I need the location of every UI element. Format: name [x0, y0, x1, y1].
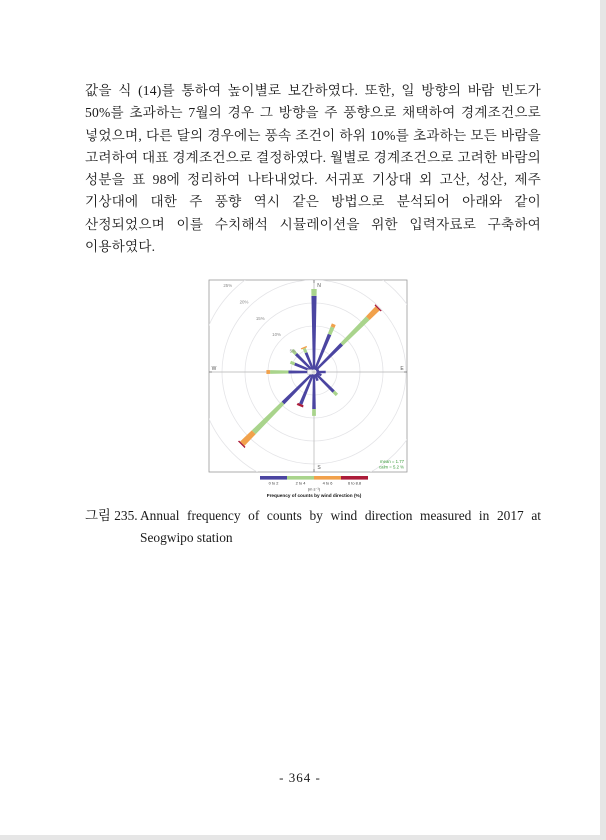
legend-units: (m s⁻¹) [307, 486, 321, 492]
svg-text:20%: 20% [239, 299, 249, 305]
windrose-chart [202, 276, 408, 504]
legend-label: 4 to 6 [322, 480, 333, 486]
svg-text:10%: 10% [272, 332, 281, 338]
legend-label: 6 to 8.8 [348, 480, 361, 486]
svg-text:calm = 5.2 %: calm = 5.2 % [379, 464, 404, 470]
svg-text:N: N [317, 283, 321, 289]
legend-swatch [287, 476, 314, 480]
svg-text:W: W [211, 366, 217, 372]
paragraph-line: 산정되었으며 이를 수치해석 시뮬레이션을 위한 입력자료로 구축하여 [85, 216, 541, 232]
figure-caption [85, 505, 541, 549]
paragraph-line: 기상대에 대한 주 풍향 역시 같은 방법으로 분석되어 아래와 같이 [85, 194, 541, 210]
svg-text:S: S [317, 465, 321, 471]
wind-bar-segment [311, 289, 316, 296]
svg-text:mean = 1.77: mean = 1.77 [379, 459, 404, 464]
calm-center-marker [308, 370, 313, 375]
legend-label: 2 to 4 [295, 480, 306, 486]
paragraph-line: 성분을 표 98에 정리하여 나타내었다. 서귀포 기상대 외 고산, 성산, 제주 [85, 172, 541, 188]
legend-swatch [341, 476, 368, 480]
svg-text:E: E [400, 366, 404, 372]
wind-bar-segment [270, 370, 288, 374]
legend-swatch [260, 476, 287, 480]
paragraph-line: 고려하여 대표 경계조건으로 결정하였다. 월별로 경계조건으로 고려한 바람의 [85, 149, 541, 165]
chart-title: Frequency of counts by wind direction (%) [266, 493, 362, 498]
chart-legend [260, 476, 368, 498]
svg-text:5%: 5% [289, 348, 296, 354]
legend-swatch [314, 476, 341, 480]
stats-annotation [379, 459, 405, 470]
paragraph-line: 값을 식 (14)를 통하여 높이별로 보간하였다. 또한, 일 방향의 바람 빈도가 [85, 83, 541, 98]
windrose-figure [202, 276, 408, 504]
wind-bar-segment [312, 409, 316, 416]
wind-bar-segment [266, 370, 270, 374]
figure-caption-label: 그림 235. [85, 508, 138, 523]
page-number: - 364 - [279, 770, 321, 785]
svg-text:15%: 15% [255, 315, 265, 321]
legend-label: 0 to 2 [268, 480, 279, 486]
paragraph-line: 50%를 초과하는 7월의 경우 그 방향을 주 풍향으로 채택하여 경계조건으로 [85, 105, 541, 121]
paragraph-line: 이용하였다. [85, 239, 156, 255]
figure-caption-text [140, 505, 541, 549]
figure-caption-line1: Annual frequency of counts by wind direction measured in 2017 at [140, 508, 541, 523]
paragraph-line: 넣었으며, 다른 달의 경우에는 풍속 조건이 하위 10%를 초과하는 모든 바람을 [85, 127, 541, 143]
figure-caption-line2: Seogwipo station [140, 530, 233, 545]
svg-text:25%: 25% [223, 283, 233, 289]
body-paragraph [85, 80, 541, 258]
